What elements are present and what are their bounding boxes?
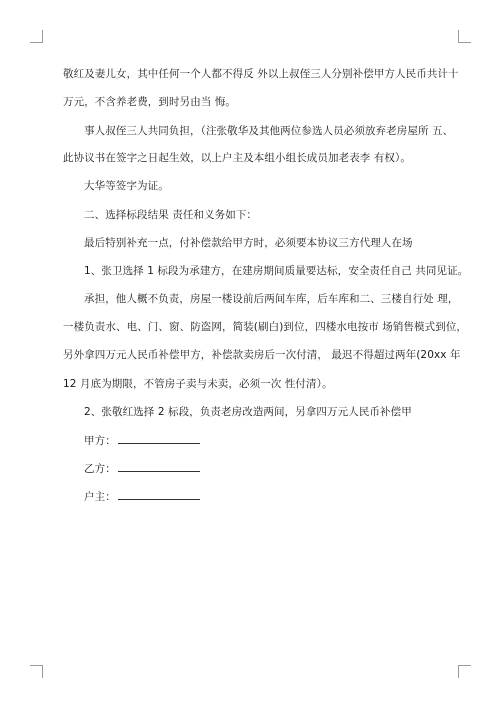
- text-line-4: 此协议书在签字之日起生效，以上户主及本组小组长成员加老表李 有权）。: [63, 152, 411, 164]
- section-heading: 二、选择标段结果 责任和义务如下：: [84, 209, 258, 221]
- crop-mark-top-right: [458, 30, 471, 43]
- signature-label-a: 甲方：: [84, 435, 116, 447]
- signature-blank-householder: [118, 488, 200, 500]
- text-line-11: 另外拿四万元人民币补偿甲方，补偿款卖房后一次付清， 最迟不得超过两年(20xx 年: [63, 349, 461, 361]
- signature-party-a: [84, 432, 200, 448]
- text-line-13: 2、张敬红选择 2 标段，负责老房改造两间，另拿四万元人民币补偿甲: [84, 406, 412, 418]
- text-line-1: 敬红及妻儿女，其中任何一个人都不得反 外以上叔侄三人分别补偿甲方人民币共计十: [63, 68, 459, 80]
- text-line-9: 承担，他人概不负责，房屋一楼设前后两间车库，后车库和二、三楼自行处 理，: [84, 293, 459, 305]
- signature-blank-a: [118, 432, 200, 444]
- signature-householder: [84, 488, 200, 504]
- text-line-12: 12 月底为期限，不管房子卖与未卖，必须一次 性付清）。: [63, 378, 333, 390]
- text-line-5: 大华等签字为证。: [84, 180, 169, 192]
- text-line-10: 一楼负责水、电、门、窗、防盗网，简装(刷白)到位，四楼水电按市 场销售模式到位，: [63, 321, 468, 333]
- signature-label-b: 乙方：: [84, 463, 116, 475]
- text-line-3: 事人叔侄三人共同负担，（注张敬华及其他两位参选人员必须放弃老房屋所 五、: [84, 125, 454, 137]
- text-line-8: 1、张卫选择 1 标段为承建方，在建房期间质量要达标，安全责任自己 共同见证。: [84, 265, 469, 277]
- crop-mark-bottom-left: [30, 665, 43, 678]
- text-line-2: 万元，不含养老费，到时另由当 悔。: [63, 96, 237, 108]
- signature-label-householder: 户主：: [84, 491, 116, 503]
- signature-blank-b: [118, 460, 200, 472]
- crop-mark-top-left: [30, 30, 43, 43]
- text-line-7: 最后特别补充一点，付补偿款给甲方时，必须要本协议三方代理人在场: [84, 237, 413, 249]
- crop-mark-bottom-right: [458, 665, 471, 678]
- signature-party-b: [84, 460, 200, 476]
